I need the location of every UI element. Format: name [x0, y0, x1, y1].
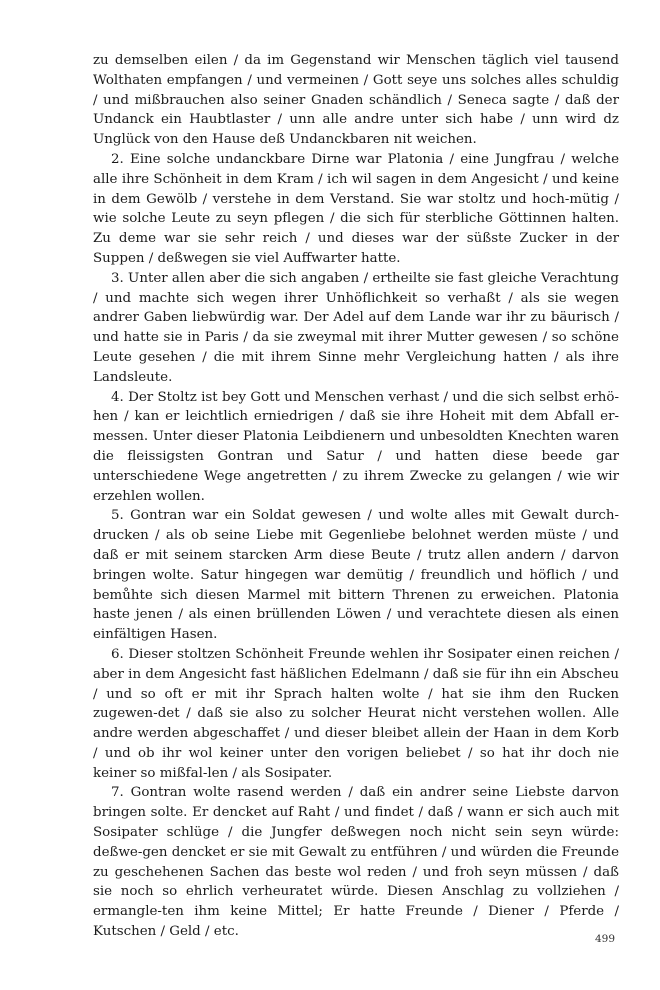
- paragraph-4: 4. Der Stoltz ist bey Gott und Menschen verhast / und die sich selbst erhö-hen / kan er leichtlich erniedrigen / daß sie ihre Hoheit mit dem Abfall er-messen. Unter dieser Platonia Leibdienern und unbesoldten Knechten waren die fleissigsten Gontran und Satur / und hatten diese beede gar unterschiedene Wege angetretten / zu ihrem Zwecke zu gelangen / wie wir erzehlen wollen.: [93, 389, 619, 504]
- paragraph-6: 6. Dieser stoltzen Schönheit Freunde wehlen ihr Sosipater einen reichen / aber in dem Angesicht fast häßlichen Edelmann / daß sie für ihn ein Abscheu / und so oft er mit ihr Sprach halten wolte / hat sie ihm den Rucken zugewen-det / daß sie also zu solcher Heurat nicht verstehen wollen. Alle andre werden abgeschaffet / und dieser bleibet allein der Haan in dem Korb / und ob ihr wol keiner unter den vorigen beliebet / so hat ihr doch nie keiner so mißfal-len / als Sosipater.: [93, 646, 619, 781]
- paragraph-continuation: zu demselben eilen / da im Gegenstand wir Menschen täglich viel tausend Wolthaten empfangen / und vermeinen / Gott seye uns solches alles schuldig / und mißbrauchen also seiner Gnaden schändlich / Seneca sagte / daß der Undanck ein Haubtlaster / unn alle andre unter sich habe / unn wird dz Unglück von den Hause deß Undanckbaren nit weichen.: [93, 53, 619, 148]
- page-number: 499: [594, 933, 615, 945]
- paragraph-5: 5. Gontran war ein Soldat gewesen / und wolte alles mit Gewalt durch-drucken / als ob seine Liebe mit Gegenliebe belohnet werden müste / und daß er mit seinem starcken Arm diese Beute / trutz allen andern / darvon bringen wolte. Satur hingegen war demütig / freundlich und höflich / und bemůhte sich diesen Marmel mit bittern Threnen zu erweichen. Platonia haste jenen / als einen brüllenden Löwen / und verachtete diesen als einen einfältigen Hasen.: [93, 508, 619, 643]
- paragraph-2: 2. Eine solche undanckbare Dirne war Platonia / eine Jungfrau / welche alle ihre Schönheit in dem Kram / ich wil sagen in dem Angesicht / und keine in dem Gewölb / verstehe in dem Verstand. Sie war stoltz und hoch-mütig / wie solche Leute zu seyn pflegen / die sich für sterbliche Göttinnen halten. Zu deme war sie sehr reich / und dieses war der süßste Zucker in der Suppen / deßwegen sie viel Auffwarter hatte.: [93, 151, 619, 266]
- paragraph-3: 3. Unter allen aber die sich angaben / ertheilte sie fast gleiche Verachtung / und machte sich wegen ihrer Unhöflichkeit so verhaßt / als sie wegen andrer Gaben liebwürdig war. Der Adel auf dem Lande war ihr zu bäurisch / und hatte sie in Paris / da sie zweymal mit ihrer Mutter gewesen / so schöne Leute gesehen / die mit ihrem Sinne mehr Vergleichung hatten / als ihre Landsleute.: [93, 270, 619, 385]
- body-text: [93, 51, 619, 942]
- paragraph-7: 7. Gontran wolte rasend werden / daß ein andrer seine Liebste darvon bringen solte. Er dencket auf Raht / und findet / daß / wann er sich auch mit Sosipater schlüge / die Jungfer deßwegen noch nicht sein seyn würde: deßwe-gen dencket er sie mit Gewalt zu entführen / und würden die Freunde zu geschehenen Sachen das beste wol reden / und froh seyn müssen / daß sie noch so ehrlich verheuratet würde. Diesen Anschlag zu vollziehen / ermangle-ten ihm keine Mittel; Er hatte Freunde / Diener / Pferde / Kutschen / Geld / etc.: [93, 785, 619, 940]
